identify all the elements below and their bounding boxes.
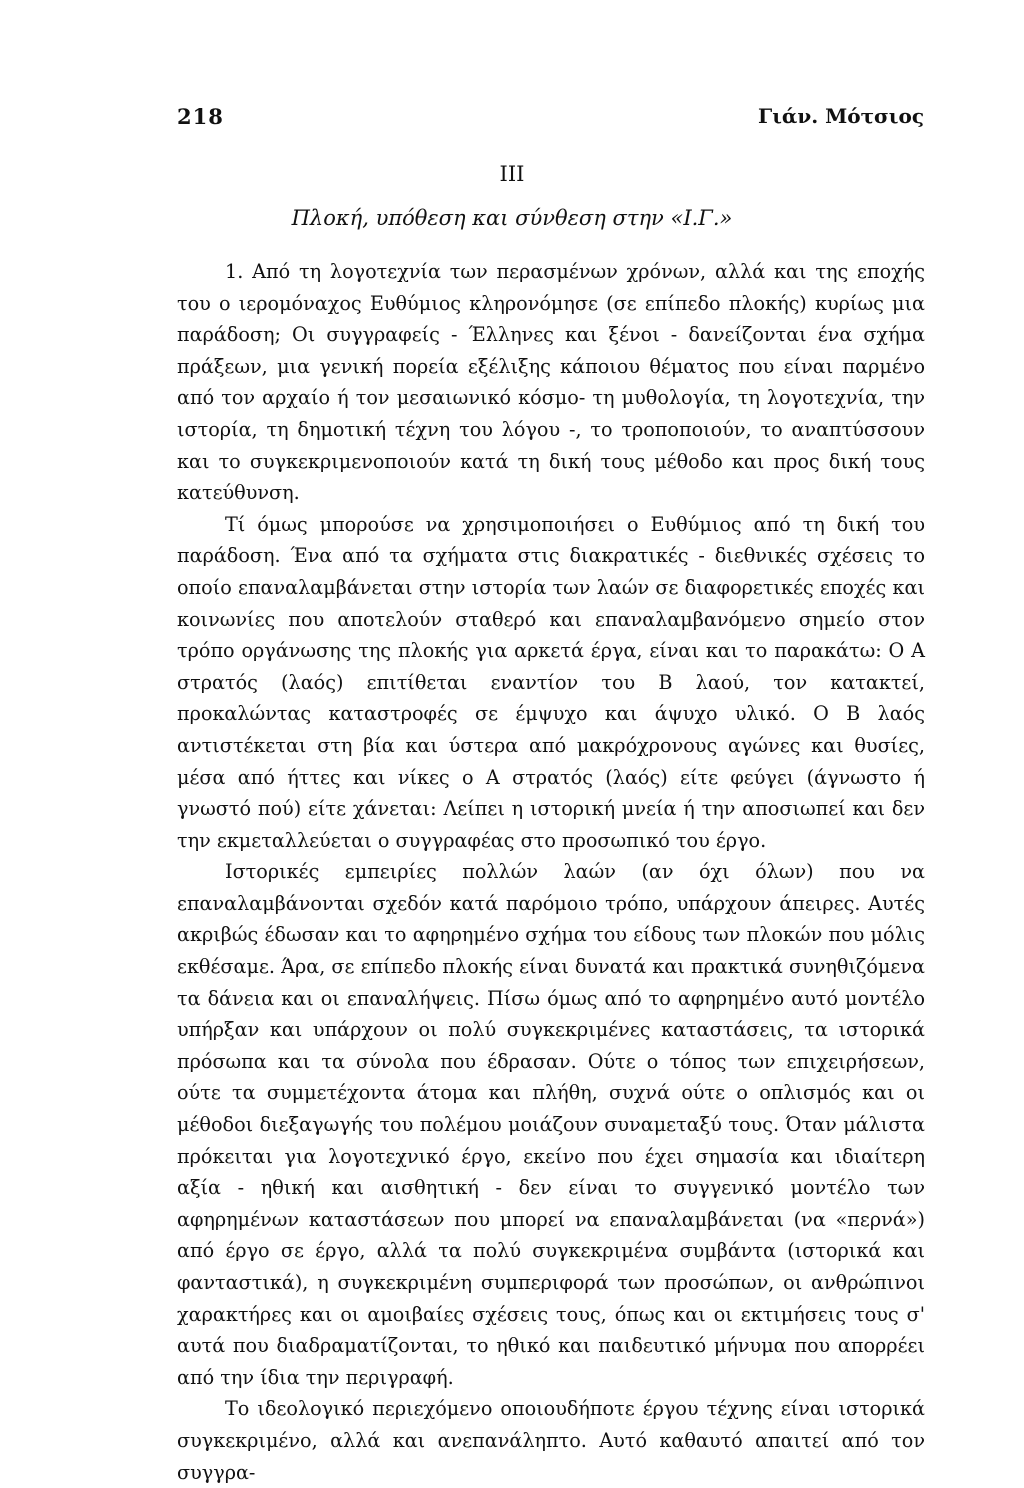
paragraph-2: Τί όμως μπορούσε να χρησιμοποιήσει ο Ευθύμιος από τη δική του παράδοση. Ένα από τα σχήματα στις διακρατικές - διεθνικές σχέσεις το οποίο επαναλαμβάνεται στην ιστορία των λαών σε διαφορετικές εποχές και κοινωνίες που αποτελούν σταθερό και επαναλαμβανόμενο σημείο στον τρόπο οργάνωσης της πλοκής για αρκετά έργα, είναι και το παρακάτω: Ο Α στρατός (λαός) επιτίθεται εναντίον του Β λαού, τον κατακτεί, προκαλώντας καταστροφές σε έμψυχο και άψυχο υλικό. Ο Β λαός αντιστέκεται στη βία και ύστερα από μακρόχρονους αγώνες και θυσίες, μέσα από ήττες και νίκες ο Α στρατός (λαός) είτε φεύγει (άγνωστο ή γνωστό πού) είτε χάνεται: Λείπει η ιστορική μνεία ή την αποσιωπεί και δεν την εκμεταλλεύεται ο συγγραφέας στο προσωπικό του έργο. — [177, 512, 925, 852]
body-text — [177, 256, 925, 1488]
page-number: 218 — [177, 104, 224, 129]
running-header: Γιάν. Μότσιος — [758, 104, 924, 128]
paragraph-4: Το ιδεολογικό περιεχόμενο οποιουδήποτε έργου τέχνης είναι ιστορικά συγκεκριμένο, αλλά και ανεπανάληπτο. Αυτό καθαυτό απαιτεί από τον συγγρα- — [177, 1397, 925, 1484]
section-number: III — [499, 162, 525, 186]
paragraph-1: 1. Από τη λογοτεχνία των περασμένων χρόνων, αλλά και της εποχής του ο ιερομόναχος Ευθύμιος κληρονόμησε (σε επίπεδο πλοκής) κυρίως μια παράδοση; Οι συγγραφείς - Έλληνες και ξένοι - δανείζονται ένα σχήμα πράξεων, μια γενική πορεία εξέλιξης κάποιου θέματος που είναι παρμένο από τον αρχαίο ή τον μεσαιωνικό κόσμο- τη μυθολογία, τη λογοτεχνία, την ιστορία, τη δημοτική τέχνη του λόγου -, το τροποποιούν, το αναπτύσσουν και το συγκεκριμενοποιούν κατά τη δική τους μέθοδο και προς δική τους κατεύθυνση. — [177, 260, 925, 505]
section-title: Πλοκή, υπόθεση και σύνθεση στην «Ι.Γ.» — [291, 206, 733, 230]
paragraph-3: Ιστορικές εμπειρίες πολλών λαών (αν όχι όλων) που να επαναλαμβάνονται σχεδόν κατά παρόμοιο τρόπο, υπάρχουν άπειρες. Αυτές ακριβώς έδωσαν και το αφηρημένο σχήμα του είδους των πλοκών που μόλις εκθέσαμε. Άρα, σε επίπεδο πλοκής είναι δυνατά και πρακτικά συνηθιζόμενα τα δάνεια και οι επαναλήψεις. Πίσω όμως από το αφηρημένο αυτό μοντέλο υπήρξαν και υπάρχουν οι πολύ συγκεκριμένες καταστάσεις, τα ιστορικά πρόσωπα και τα σύνολα που έδρασαν. Ούτε ο τόπος των επιχειρήσεων, ούτε τα συμμετέχοντα άτομα και πλήθη, συχνά ούτε ο οπλισμός και οι μέθοδοι διεξαγωγής του πολέμου μοιάζουν συναμεταξύ τους. Όταν μάλιστα πρόκειται για λογοτεχνικό έργο, εκείνο που έχει σημασία και ιδιαίτερη αξία - ηθική και αισθητική - δεν είναι το συγγενικό μοντέλο των αφηρημένων καταστάσεων που μπορεί να επαναλαμβάνεται (να «περνά») από έργο σε έργο, αλλά τα πολύ συγκεκριμένα συμβάντα (ιστορικά και φανταστικά), η συγκεκριμένη συμπεριφορά των προσώπων, οι ανθρώπινοι χαρακτήρες και οι αμοιβαίες σχέσεις τους, όπως και οι εκτιμήσεις τους σ' αυτά που διαδραματίζονται, το ηθικό και παιδευτικό μήνυμα που απορρέει από την ίδια την περιγραφή. — [177, 860, 925, 1389]
